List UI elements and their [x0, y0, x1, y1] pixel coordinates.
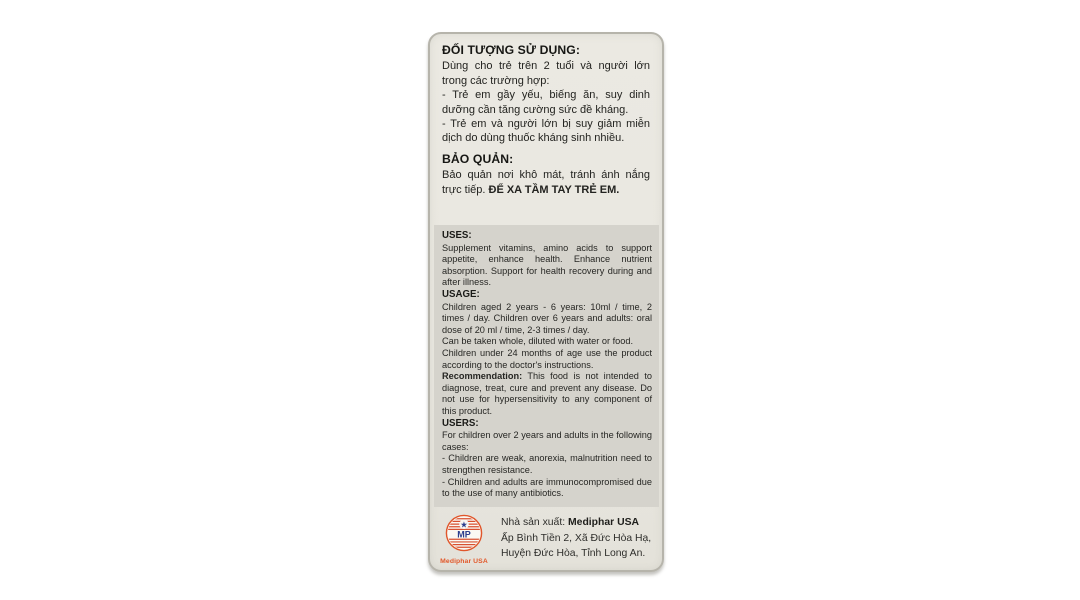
storage-text-warning: ĐỂ XA TẦM TAY TRẺ EM.: [488, 183, 620, 196]
usage-audience-item-1: - Trẻ em gầy yếu, biếng ăn, suy dinh dưỡng cần tăng cường sức đề kháng.: [442, 89, 650, 116]
mediphar-usa-logo-icon: [445, 514, 483, 552]
manufacturer-address: [501, 513, 651, 562]
users-heading: USERS:: [442, 417, 479, 429]
usage-heading: USAGE:: [442, 289, 480, 301]
usage-under-24-months: Children under 24 months of age use the product according to the doctor's instructions.: [442, 348, 652, 370]
usage-audience-heading: ĐỐI TƯỢNG SỬ DỤNG:: [442, 43, 581, 57]
manufacturer-line: [501, 515, 651, 531]
users-item-1: - Children are weak, anorexia, malnutrition need to strengthen resistance.: [442, 453, 652, 475]
recommendation-label: Recommendation:: [442, 371, 523, 382]
logo-star-icon: ★: [460, 520, 468, 531]
manufacturer-footer: [440, 513, 654, 565]
storage-heading: BẢO QUẢN:: [442, 151, 514, 166]
recommendation-text: [442, 371, 652, 417]
address-line-2: Huyện Đức Hòa, Tỉnh Long An.: [501, 548, 646, 560]
uses-heading: USES:: [442, 230, 472, 242]
product-label-panel: [428, 32, 664, 572]
uses-text: Supplement vitamins, amino acids to support appetite, enhance health. Enhance nutrient absorption. Support for health recovery during and after illness.: [442, 242, 652, 288]
logo-caption: Mediphar USA: [440, 557, 488, 565]
storage-text: [442, 168, 650, 197]
recommendation-body: This food is not intended to diagnose, treat, cure and prevent any disease. Do not use for hypersensitivity to any component of this product.: [442, 371, 652, 416]
usage-audience-item-2: - Trẻ em và người lớn bị suy giảm miễn dịch do dùng thuốc kháng sinh nhiều.: [442, 118, 650, 145]
manufacturer-label: Nhà sản xuất:: [501, 516, 569, 528]
users-item-2: - Children and adults are immunocompromised due to the use of many antibiotics.: [442, 476, 652, 499]
usage-dosage: Children aged 2 years - 6 years: 10ml / time, 2 times / day. Children over 6 years and adults: oral dose of 20 ml / time, 2-3 times / day.: [442, 301, 652, 335]
usage-audience-intro: Dùng cho trẻ trên 2 tuổi và người lớn trong các trường hợp:: [442, 60, 650, 87]
manufacturer-name: Mediphar USA: [568, 516, 640, 528]
logo-monogram: MP: [457, 529, 471, 540]
english-info-panel: [434, 225, 659, 507]
usage-administration: Can be taken whole, diluted with water or food.: [442, 336, 634, 347]
users-intro: For children over 2 years and adults in the following cases:: [442, 430, 652, 452]
storage-text-normal: Bảo quản nơi khô mát, tránh ánh nắng trực tiếp.: [442, 169, 650, 196]
address-line-1: Ấp Bình Tiền 2, Xã Đức Hòa Hạ,: [501, 532, 652, 544]
mediphar-logo-block: [440, 513, 488, 565]
vietnamese-section: [442, 43, 650, 197]
